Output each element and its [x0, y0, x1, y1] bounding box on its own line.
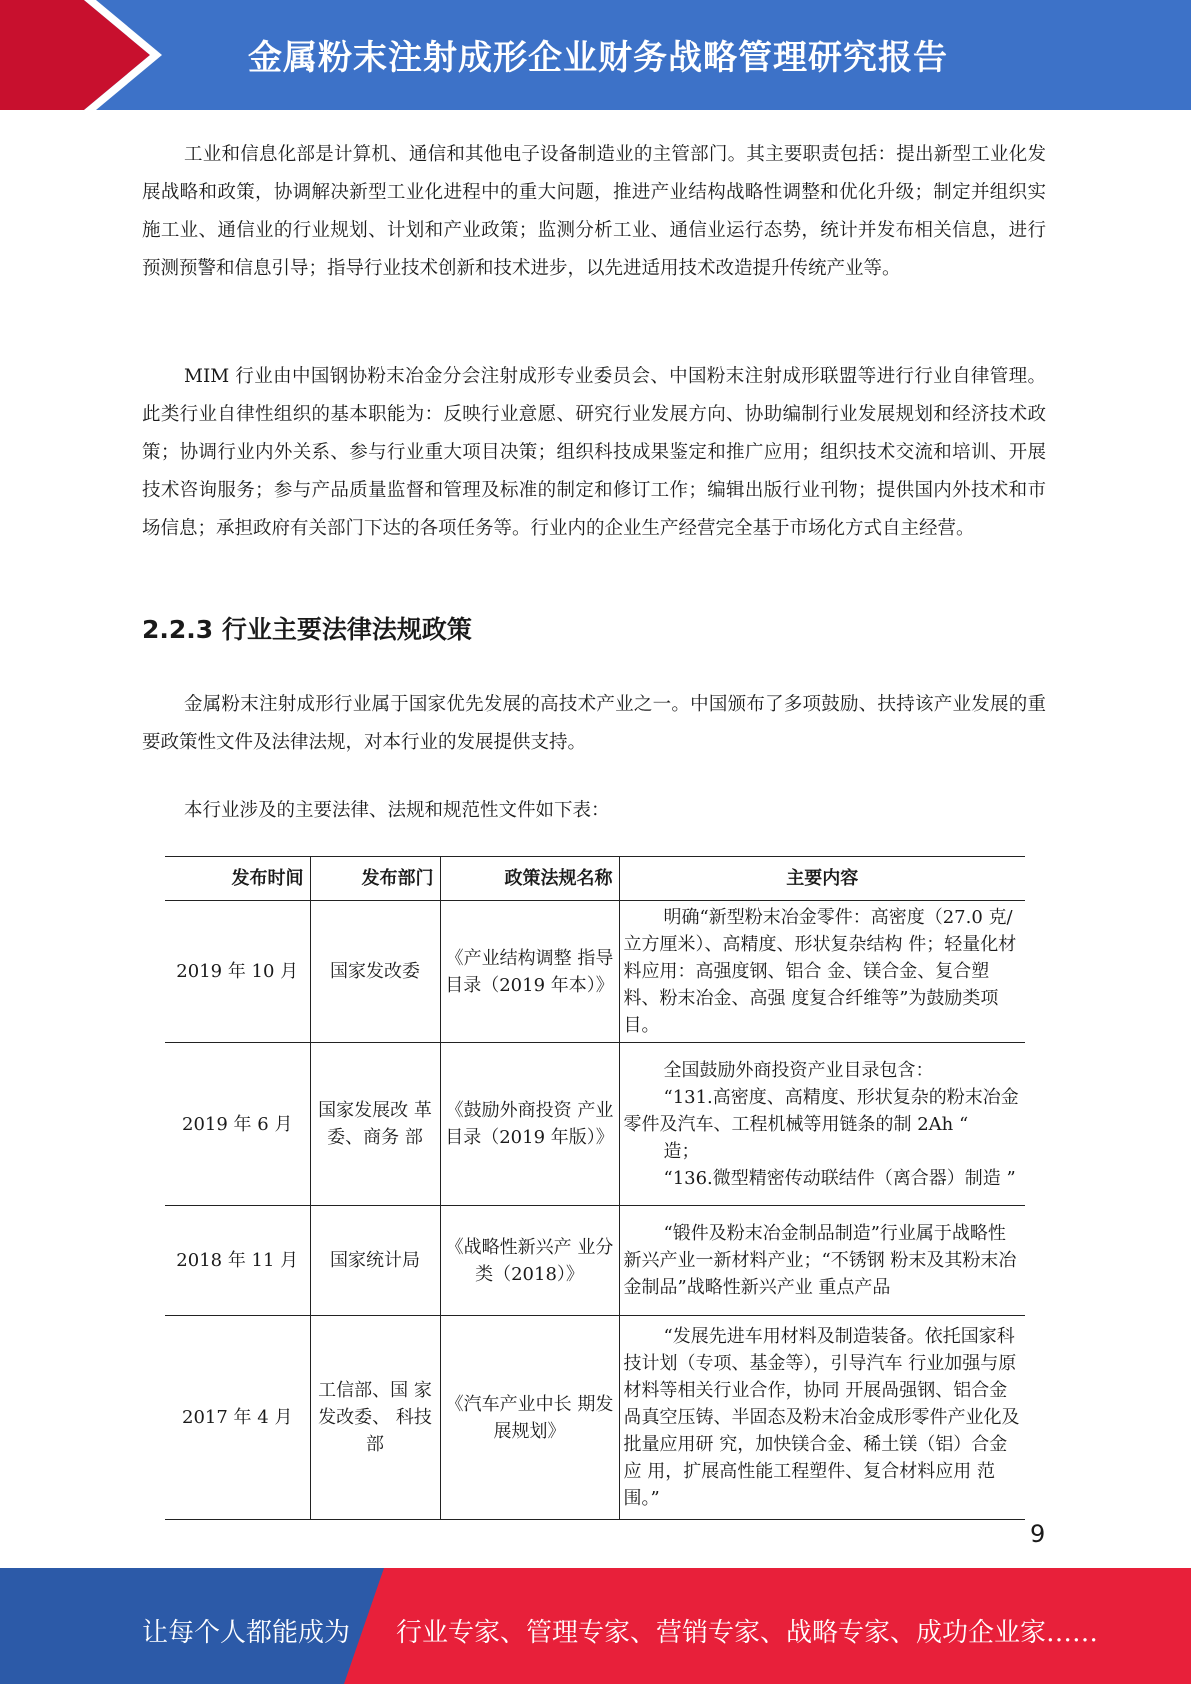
cell-name: 《汽车产业中长 期发展规划》: [440, 1316, 619, 1520]
content-line: “136.微型精密传动联结件（离合器）制造 ”: [663, 1167, 1016, 1189]
cell-name: 《战略性新兴产 业分类（2018）》: [440, 1206, 619, 1316]
cell-content: [619, 901, 1025, 1043]
content-line: 明确“新型粉末冶金零件：高密度（27.0 克/立方厘米）、高精度、形状复杂结构 件；轻量化材料应用：高强度钢、铝合 金、镁合金、复合塑料、粉末冶金、高强 度复合纤维等”为鼓励类项目。: [623, 907, 1017, 1036]
paragraph-industry-self-regulation: MIM 行业由中国钢协粉末冶金分会注射成形专业委员会、中国粉末注射成形联盟等进行行业自律管理。此类行业自律性组织的基本职能为：反映行业意愿、研究行业发展方向、协助编制行业发展规划和经济技术政策；协调行业内外关系、参与行业重大项目决策；组织科技成果鉴定和推广应用；组织技术交流和培训、开展技术咨询服务；参与产品质量监督和管理及标准的制定和修订工作；编辑出版行业刊物；提供国内外技术和市场信息；承担政府有关部门下达的各项任务等。行业内的企业生产经营完全基于市场化方式自主经营。: [142, 366, 1046, 539]
content-line: “131.高密度、高精度、形状复杂的粉末冶金零件及汽车、工程机械等用链条的制 2Ah “: [623, 1086, 1019, 1135]
column-header-date: 发布时间: [165, 857, 310, 901]
footer-slogan-right: 行业专家、管理专家、营销专家、战略专家、成功企业家……: [396, 1618, 1099, 1648]
column-header-dept: 发布部门: [310, 857, 440, 901]
section-heading: 2.2.3 行业主要法律法规政策: [142, 615, 472, 644]
content-line: 全国鼓励外商投资产业目录包含：: [663, 1059, 934, 1081]
cell-name: 《鼓励外商投资 产业目录（2019 年版）》: [440, 1043, 619, 1206]
cell-content: [619, 1206, 1025, 1316]
column-header-name: 政策法规名称: [440, 857, 619, 901]
table-row: [165, 1043, 1025, 1206]
content-line: 造；: [663, 1140, 700, 1162]
policy-table: [165, 856, 1025, 1520]
column-header-content: 主要内容: [619, 857, 1025, 901]
table-row: [165, 1316, 1025, 1520]
table-row: [165, 901, 1025, 1043]
paragraph-table-intro: 本行业涉及的主要法律、法规和规范性文件如下表：: [184, 800, 610, 821]
paragraph-policy-support: 金属粉末注射成形行业属于国家优先发展的高技术产业之一。中国颁布了多项鼓励、扶持该产业发展的重要政策性文件及法律法规，对本行业的发展提供支持。: [142, 694, 1046, 753]
cell-date: 2019 年 10 月: [165, 901, 310, 1043]
report-title: 金属粉末注射成形企业财务战略管理研究报告: [248, 38, 948, 78]
cell-dept: 国家统计局: [310, 1206, 440, 1316]
cell-content: [619, 1316, 1025, 1520]
table-header-row: [165, 857, 1025, 901]
cell-dept: 工信部、国 家发改委、 科技部: [310, 1316, 440, 1520]
cell-dept: 国家发改委: [310, 901, 440, 1043]
cell-date: 2017 年 4 月: [165, 1316, 310, 1520]
content-line: “锻件及粉末冶金制品制造”行业属于战略性新兴产业一新材料产业；“不锈钢 粉末及其粉末冶金制品”战略性新兴产业 重点产品: [623, 1223, 1017, 1298]
cell-date: 2019 年 6 月: [165, 1043, 310, 1206]
cell-content: [619, 1043, 1025, 1206]
content-line: “发展先进车用材料及制造装备。依托国家科技计划（专项、基金等），引导汽车 行业加强与原材料等相关行业合作，协同 开展咼强钢、铝合金咼真空压铸、半固态及粉末冶金成形零件产业化及批量应用研 究，加快镁合金、稀土镁（铝）合金应 用，扩展高性能工程塑件、复合材料应用 范围。”: [623, 1326, 1020, 1509]
cell-date: 2018 年 11 月: [165, 1206, 310, 1316]
table-row: [165, 1206, 1025, 1316]
page-header: [0, 0, 1191, 110]
cell-name: 《产业结构调整 指导目录（2019 年本）》: [440, 901, 619, 1043]
paragraph-miit-duties: 工业和信息化部是计算机、通信和其他电子设备制造业的主管部门。其主要职责包括：提出新型工业化发展战略和政策，协调解决新型工业化进程中的重大问题，推进产业结构战略性调整和优化升级；制定并组织实施工业、通信业的行业规划、计划和产业政策；监测分析工业、通信业运行态势，统计并发布相关信息，进行预测预警和信息引导；指导行业技术创新和技术进步，以先进适用技术改造提升传统产业等。: [142, 144, 1046, 279]
footer-slogan-left: 让每个人都能成为: [142, 1618, 351, 1648]
page-number: 9: [1030, 1520, 1046, 1548]
page-footer: [0, 1568, 1191, 1684]
cell-dept: 国家发展改 革委、商务 部: [310, 1043, 440, 1206]
